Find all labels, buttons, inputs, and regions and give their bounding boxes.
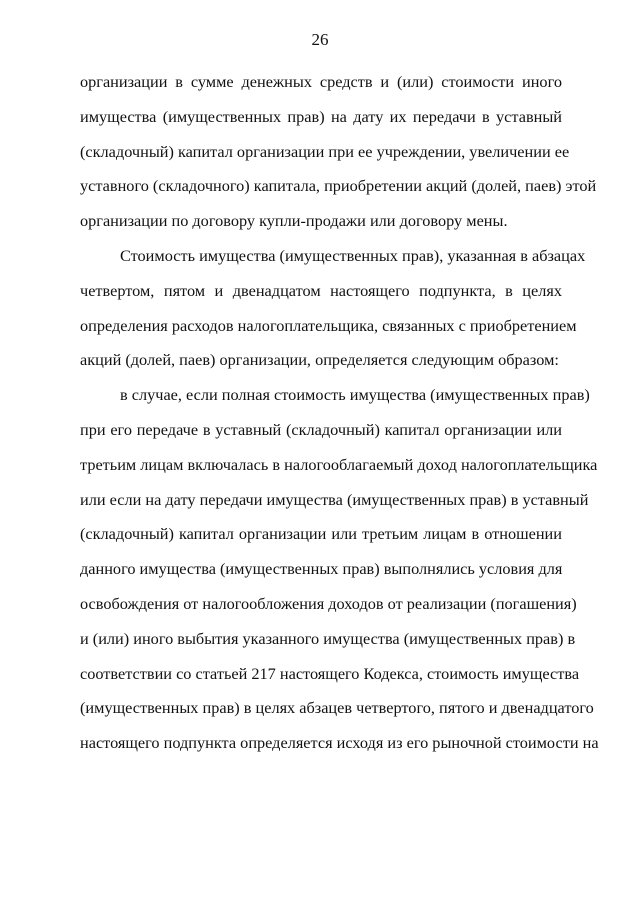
text-line: и (или) иного выбытия указанного имущества (имущественных прав) в [80,628,576,648]
text-line: в случае, если полная стоимость имущества (имущественных прав) [120,385,590,405]
text-line: при его передаче в уставный (складочный) капитал организации или [80,419,562,439]
text-line: данного имущества (имущественных прав) выполнялись условия для [80,559,563,579]
text-line: акций (долей, паев) организации, определяется следующим образом: [80,350,559,370]
text-line: или если на дату передачи имущества (имущественных прав) в уставный [80,489,589,509]
text-line: четвертом, пятом и двенадцатом настоящего подпункта, в целях [80,280,562,300]
document-body [80,65,599,761]
paragraph-2 [80,239,586,378]
text-line: (складочный) капитал организации при ее учреждении, увеличении ее [80,141,570,161]
paragraph-1 [80,65,597,239]
text-line: уставного (складочного) капитала, приобретении акций (долей, паев) этой [80,176,597,196]
text-line: Стоимость имущества (имущественных прав), указанная в абзацах [120,245,586,265]
text-line: освобождения от налогообложения доходов от реализации (погашения) [80,593,577,613]
text-line: третьим лицам включалась в налогооблагаемый доход налогоплательщика [80,454,598,474]
text-line: определения расходов налогоплательщика, связанных с приобретением [80,315,577,335]
text-line: организации в сумме денежных средств и (или) стоимости иного [80,72,562,91]
text-line: (складочный) капитал организации или третьим лицам в отношении [80,524,562,544]
text-line: настоящего подпункта определяется исходя из его рыночной стоимости на [80,733,599,753]
paragraph-3 [80,378,599,761]
text-line: (имущественных прав) в целях абзацев четвертого, пятого и двенадцатого [80,698,594,718]
text-line: организации по договору купли-продажи или договору мены. [80,211,508,231]
text-line: имущества (имущественных прав) на дату их передачи в уставный [80,106,562,126]
page-number: 26 [311,30,329,49]
text-line: соответствии со статьей 217 настоящего Кодекса, стоимость имущества [80,663,580,683]
